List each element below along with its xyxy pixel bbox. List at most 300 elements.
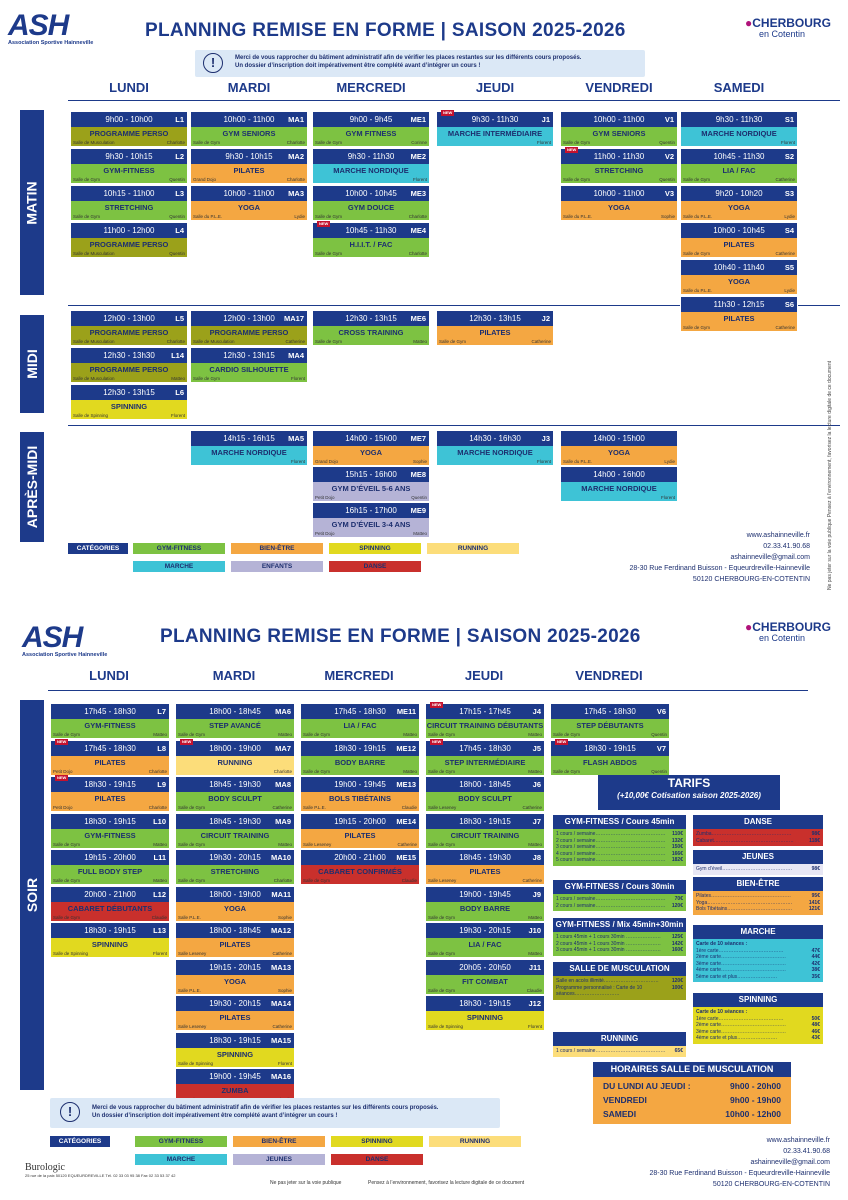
class-time-header bbox=[191, 311, 307, 326]
class-body bbox=[426, 719, 544, 738]
class-room: Salle de Spinning bbox=[53, 951, 89, 956]
class-coach: Charlotte bbox=[408, 214, 427, 219]
class-body bbox=[561, 127, 677, 146]
class-card[interactable] bbox=[425, 959, 545, 995]
class-code: ME3 bbox=[410, 189, 426, 198]
class-name: GYM FITNESS bbox=[345, 129, 397, 138]
class-name: PILATES bbox=[723, 240, 755, 249]
new-badge: NEW bbox=[319, 221, 329, 226]
class-card[interactable] bbox=[436, 111, 554, 147]
tariff-label: 3ème carte………………………………… bbox=[696, 960, 787, 967]
class-name: MARCHE NORDIQUE bbox=[701, 129, 777, 138]
class-code: L7 bbox=[157, 707, 166, 716]
class-body bbox=[191, 326, 307, 345]
class-code: MA11 bbox=[271, 889, 291, 899]
class-time: 10h45 - 11h30 bbox=[713, 152, 765, 161]
class-body bbox=[51, 865, 169, 884]
class-card[interactable] bbox=[312, 111, 430, 147]
new-badge: NEW bbox=[443, 110, 453, 115]
class-room: Salle de Gym bbox=[303, 768, 331, 774]
tariff-price: 160€ bbox=[671, 947, 683, 953]
class-card[interactable] bbox=[70, 347, 188, 383]
class-card[interactable] bbox=[175, 959, 295, 995]
legend-item: SPINNING bbox=[331, 1136, 423, 1147]
class-body bbox=[426, 756, 544, 775]
side-note: Ne pas jeter sur la voie publique Pensez à l’environnement, favorisez la lecture digitale de ce document bbox=[827, 360, 833, 590]
class-card[interactable] bbox=[680, 259, 798, 295]
notice-line1: Merci de vous rapprocher du bâtiment administratif afin de vérifier les places restantes sur les différents cours proposés. bbox=[235, 55, 582, 61]
class-time: 17h45 - 18h30 bbox=[84, 743, 136, 753]
tariff-row bbox=[693, 838, 823, 845]
class-card[interactable] bbox=[70, 148, 188, 184]
divider-soir bbox=[48, 690, 808, 691]
legend-item: BIEN-ÊTRE bbox=[231, 543, 323, 554]
new-badge: NEW bbox=[57, 775, 67, 780]
tariff-price: 47€ bbox=[811, 947, 820, 954]
day-header: JEUDI bbox=[475, 80, 515, 95]
class-coach: Matteo bbox=[528, 914, 542, 920]
class-code: J5 bbox=[532, 743, 541, 753]
class-code: ME11 bbox=[396, 707, 416, 716]
class-coach: Corinne bbox=[411, 140, 427, 145]
class-room: Salle de Gym bbox=[178, 878, 206, 883]
legend-item: DANSE bbox=[331, 1154, 423, 1165]
class-room: Salle de Spinning bbox=[428, 1024, 464, 1029]
class-coach: Matteo bbox=[153, 878, 167, 883]
class-time: 12h00 - 13h00 bbox=[223, 314, 275, 323]
class-name: GYM SENIORS bbox=[592, 129, 646, 138]
class-room: Salle de Musculation bbox=[73, 251, 115, 256]
class-name: YOGA bbox=[359, 448, 383, 457]
class-time: 12h30 - 13h15 bbox=[469, 314, 521, 323]
class-coach: Catherine bbox=[272, 951, 292, 956]
tariff-label: 1 cours / semaine…………………………………… bbox=[556, 896, 666, 902]
class-card[interactable] bbox=[425, 776, 545, 812]
tariff-sub: Carte de 10 séances : bbox=[696, 1009, 748, 1015]
tarifs-subtitle: (+10,00€ Cotisation saison 2025-2026) bbox=[617, 791, 761, 800]
class-time-header bbox=[176, 850, 294, 865]
class-name: MARCHE NORDIQUE bbox=[333, 166, 409, 175]
class-card[interactable] bbox=[175, 849, 295, 885]
logo-text: ASH bbox=[8, 9, 69, 42]
new-badge: NEW bbox=[432, 738, 442, 744]
class-card[interactable] bbox=[312, 185, 430, 221]
class-card[interactable] bbox=[190, 310, 308, 346]
class-code: ME4 bbox=[410, 226, 426, 235]
class-card[interactable] bbox=[175, 813, 295, 849]
class-coach: Quentin bbox=[659, 140, 675, 145]
class-card[interactable] bbox=[300, 813, 420, 849]
class-coach: Catherine bbox=[397, 841, 417, 847]
class-coach: Catherine bbox=[531, 339, 551, 344]
class-card[interactable] bbox=[425, 813, 545, 849]
class-body bbox=[313, 482, 429, 501]
class-card[interactable] bbox=[50, 776, 170, 812]
class-card[interactable] bbox=[680, 222, 798, 258]
horaires-row bbox=[603, 1107, 781, 1121]
class-card[interactable] bbox=[560, 111, 678, 147]
class-body bbox=[71, 127, 187, 146]
tariff-price: 70€ bbox=[674, 896, 683, 902]
class-coach: Claudie bbox=[526, 987, 542, 993]
phone: 02.33.41.90.68 bbox=[763, 543, 810, 550]
class-code: L2 bbox=[175, 152, 184, 161]
class-time: 17h45 - 18h30 bbox=[459, 743, 511, 753]
class-time-header bbox=[426, 850, 544, 865]
class-code: L1 bbox=[175, 115, 184, 124]
legend-item: SPINNING bbox=[329, 543, 421, 554]
tariff-price: 46€ bbox=[811, 1028, 820, 1035]
class-body bbox=[71, 363, 187, 382]
class-time: 10h00 - 11h00 bbox=[593, 115, 645, 124]
tariff-title: GYM-FITNESS / Cours 45min bbox=[553, 815, 686, 829]
tariff-jeunes bbox=[693, 850, 823, 875]
class-name: YOGA bbox=[607, 448, 631, 457]
class-name: STRETCHING bbox=[104, 203, 154, 212]
class-room: Salle de Gym bbox=[53, 914, 81, 920]
class-name: GYM D’ÉVEIL 5-6 ANS bbox=[331, 484, 411, 493]
class-name: PILATES bbox=[94, 794, 126, 803]
tariff-body bbox=[553, 976, 686, 1000]
class-coach: Catherine bbox=[775, 177, 795, 182]
class-time-header bbox=[313, 311, 429, 326]
class-card[interactable] bbox=[312, 222, 430, 258]
class-card[interactable] bbox=[70, 222, 188, 258]
class-name: MARCHE INTERMÉDIAIRE bbox=[447, 129, 543, 138]
tariff-label: 1 cours / semaine…………………………………… bbox=[556, 1048, 666, 1054]
class-time: 12h00 - 13h00 bbox=[103, 314, 155, 323]
class-card[interactable] bbox=[560, 466, 678, 502]
class-coach: Matteo bbox=[403, 768, 417, 774]
class-time: 18h00 - 19h00 bbox=[209, 743, 261, 753]
class-body bbox=[437, 326, 553, 345]
class-card[interactable] bbox=[190, 430, 308, 466]
class-card[interactable] bbox=[436, 430, 554, 466]
tariff-gymmix bbox=[553, 918, 686, 956]
class-card[interactable] bbox=[560, 185, 678, 221]
class-code: ME2 bbox=[410, 152, 426, 161]
class-coach: Sophie bbox=[412, 459, 427, 464]
class-room: Salle du P.L.E. bbox=[563, 214, 593, 219]
class-time-header bbox=[51, 738, 169, 756]
class-name: PILATES bbox=[94, 757, 126, 767]
class-card[interactable] bbox=[175, 703, 295, 739]
tariff-price: 48€ bbox=[811, 1022, 820, 1028]
class-card[interactable] bbox=[70, 111, 188, 147]
class-body bbox=[681, 275, 797, 294]
tariff-row bbox=[693, 974, 823, 981]
class-name: CABARET CONFIRMÉS bbox=[318, 867, 402, 876]
class-card[interactable] bbox=[425, 886, 545, 922]
class-name: SPINNING bbox=[216, 1049, 254, 1059]
class-time-header bbox=[426, 887, 544, 902]
class-card[interactable] bbox=[312, 310, 430, 346]
tariff-label: 1 cours / semaine…………………………………… bbox=[556, 831, 666, 837]
class-card[interactable] bbox=[175, 995, 295, 1031]
class-card[interactable] bbox=[300, 703, 420, 739]
logo-subtitle: Association Sportive Hainneville bbox=[8, 40, 94, 46]
legend-item: DANSE bbox=[329, 561, 421, 572]
class-card[interactable] bbox=[50, 886, 170, 922]
section-matin: MATIN bbox=[20, 110, 44, 295]
class-card[interactable] bbox=[425, 995, 545, 1031]
class-time: 9h30 - 10h15 bbox=[225, 152, 273, 161]
class-card[interactable] bbox=[425, 703, 545, 739]
class-coach: Matteo bbox=[153, 841, 167, 847]
class-room: Salle de Gym bbox=[428, 987, 456, 993]
email[interactable]: ashainneville@gmail.com bbox=[730, 554, 810, 561]
class-time-header bbox=[191, 186, 307, 201]
class-name: SPINNING bbox=[466, 1013, 504, 1022]
class-coach: Charlotte bbox=[286, 140, 305, 145]
class-time: 18h30 - 19h15 bbox=[334, 743, 386, 753]
class-body bbox=[681, 201, 797, 220]
class-room: Salle de Musculation bbox=[193, 339, 235, 344]
class-room: Salle de Musculation bbox=[73, 140, 115, 145]
class-card[interactable] bbox=[550, 703, 670, 739]
class-coach: Catherine bbox=[522, 805, 542, 810]
class-card[interactable] bbox=[190, 148, 308, 184]
class-code: V1 bbox=[664, 115, 674, 124]
class-time: 18h00 - 19h00 bbox=[209, 889, 261, 899]
class-card[interactable] bbox=[312, 502, 430, 538]
class-card[interactable] bbox=[50, 922, 170, 958]
class-body bbox=[71, 164, 187, 183]
tariff-price: 150€ bbox=[671, 844, 683, 850]
tariff-body bbox=[553, 932, 686, 956]
tariff-gym45 bbox=[553, 815, 686, 866]
class-card[interactable] bbox=[436, 310, 554, 346]
class-card[interactable] bbox=[175, 922, 295, 958]
class-body bbox=[681, 164, 797, 183]
class-coach: Catherine bbox=[522, 878, 542, 883]
class-card[interactable] bbox=[50, 740, 170, 776]
class-code: J7 bbox=[532, 816, 541, 826]
class-card[interactable] bbox=[300, 740, 420, 776]
class-card[interactable] bbox=[300, 849, 420, 885]
horaires-rows bbox=[593, 1077, 791, 1124]
class-card[interactable] bbox=[175, 740, 295, 776]
class-card[interactable] bbox=[175, 776, 295, 812]
class-coach: Charlotte bbox=[148, 805, 167, 810]
class-time: 17h45 - 18h30 bbox=[584, 707, 636, 716]
class-card[interactable] bbox=[312, 430, 430, 466]
class-time-header bbox=[301, 850, 419, 865]
day-header: VENDREDI bbox=[585, 80, 653, 95]
class-name: PROGRAMME PERSO bbox=[89, 240, 169, 249]
class-name: PILATES bbox=[219, 940, 251, 949]
class-coach: Sophie bbox=[277, 987, 292, 993]
tariff-title: BIEN-ÊTRE bbox=[693, 877, 823, 891]
footer-note1: Ne pas jeter sur la voie publique bbox=[270, 1180, 342, 1186]
class-card[interactable] bbox=[70, 384, 188, 420]
class-card[interactable] bbox=[680, 296, 798, 332]
class-code: MA6 bbox=[275, 707, 291, 716]
class-card[interactable] bbox=[425, 849, 545, 885]
class-time: 10h00 - 11h00 bbox=[593, 189, 645, 198]
tariff-row bbox=[693, 1035, 823, 1042]
class-coach: Matteo bbox=[153, 732, 167, 737]
class-coach: Claudie bbox=[401, 805, 417, 810]
class-coach: Catherine bbox=[285, 339, 305, 344]
class-card[interactable] bbox=[560, 148, 678, 184]
class-time-header bbox=[561, 467, 677, 482]
class-room: Salle de Gym bbox=[428, 951, 456, 956]
class-time-header bbox=[176, 777, 294, 792]
class-time-header bbox=[176, 1069, 294, 1084]
legend-item: MARCHE bbox=[135, 1154, 227, 1165]
class-card[interactable] bbox=[70, 185, 188, 221]
class-code: MA2 bbox=[288, 152, 304, 161]
class-body bbox=[561, 446, 677, 465]
class-body bbox=[561, 482, 677, 501]
class-card[interactable] bbox=[680, 185, 798, 221]
class-time-header bbox=[681, 260, 797, 275]
class-card[interactable] bbox=[50, 813, 170, 849]
class-coach: Matteo bbox=[528, 841, 542, 847]
class-time: 10h00 - 10h45 bbox=[345, 189, 397, 198]
class-time: 18h30 - 19h15 bbox=[459, 999, 511, 1008]
website[interactable]: www.ashainneville.fr bbox=[746, 532, 810, 539]
section-aprem: APRÈS-MIDI bbox=[20, 432, 44, 542]
class-body bbox=[51, 938, 169, 957]
class-card[interactable] bbox=[550, 740, 670, 776]
class-body bbox=[176, 719, 294, 738]
class-card[interactable] bbox=[425, 740, 545, 776]
alert-icon-bottom: ! bbox=[60, 1102, 80, 1122]
email-bottom[interactable]: ashainneville@gmail.com bbox=[750, 1159, 830, 1166]
class-body bbox=[426, 902, 544, 921]
class-room: Grand Dojo bbox=[193, 177, 217, 182]
class-card[interactable] bbox=[175, 886, 295, 922]
class-time-header bbox=[313, 223, 429, 238]
page-title: PLANNING REMISE EN FORME | SAISON 2025-2026 bbox=[145, 20, 626, 41]
class-time-header bbox=[301, 814, 419, 829]
class-room: Salle de Gym bbox=[683, 177, 711, 182]
class-name: GYM-FITNESS bbox=[103, 166, 155, 175]
tariff-row bbox=[553, 985, 686, 998]
class-code: ME8 bbox=[410, 470, 426, 479]
tariff-title: DANSE bbox=[693, 815, 823, 829]
class-body bbox=[561, 201, 677, 220]
notice-line2: Un dossier d’inscription doit impérativement être complété avant d’intégrer un cours ! bbox=[235, 63, 481, 69]
class-body bbox=[426, 938, 544, 957]
class-body bbox=[51, 719, 169, 738]
class-time-header bbox=[176, 704, 294, 719]
class-coach: Lydie bbox=[784, 288, 795, 293]
legend-item: GYM-FITNESS bbox=[135, 1136, 227, 1147]
tariff-price: 132€ bbox=[671, 837, 683, 844]
class-room: Salle du P.L.E. bbox=[683, 288, 713, 293]
class-name: CARDIO SILHOUETTE bbox=[209, 365, 289, 374]
divider-matin bbox=[68, 100, 840, 101]
class-room: Salle de Gym bbox=[315, 251, 343, 256]
class-time: 19h30 - 20h15 bbox=[459, 926, 511, 935]
class-name: BODY BARRE bbox=[459, 903, 511, 913]
class-coach: Matteo bbox=[528, 732, 542, 737]
class-time-header bbox=[313, 431, 429, 446]
class-coach: Florent bbox=[536, 459, 551, 464]
class-time: 10h00 - 11h00 bbox=[223, 189, 275, 198]
class-coach: Matteo bbox=[403, 732, 417, 737]
class-coach: Quentin bbox=[651, 732, 667, 737]
alert-icon: ! bbox=[203, 53, 223, 73]
class-name: PROGRAMME PERSO bbox=[89, 328, 169, 337]
class-time: 10h15 - 11h00 bbox=[103, 189, 155, 198]
tariff-body bbox=[693, 864, 823, 875]
class-body bbox=[426, 829, 544, 848]
class-time-header bbox=[71, 385, 187, 400]
class-card[interactable] bbox=[190, 111, 308, 147]
class-room: Salle de Gym bbox=[178, 805, 206, 810]
class-time-header bbox=[191, 431, 307, 446]
class-time-header bbox=[191, 348, 307, 363]
tariff-label: Cabaret………………………………………… bbox=[696, 837, 794, 844]
class-card[interactable] bbox=[190, 347, 308, 383]
class-time: 9h20 - 10h20 bbox=[715, 189, 763, 198]
class-code: J3 bbox=[541, 434, 550, 443]
horaires-time: 9h00 - 20h00 bbox=[729, 1081, 781, 1091]
class-name: GYM DOUCE bbox=[347, 203, 395, 212]
class-card[interactable] bbox=[50, 703, 170, 739]
class-room: Salle de Gym bbox=[178, 732, 206, 737]
class-card[interactable] bbox=[50, 849, 170, 885]
class-coach: Charlotte bbox=[148, 768, 167, 774]
class-name: RUNNING bbox=[217, 757, 253, 767]
class-card[interactable] bbox=[70, 310, 188, 346]
class-card[interactable] bbox=[312, 148, 430, 184]
class-time: 9h30 - 11h30 bbox=[715, 115, 763, 124]
class-room: Salle de Gym bbox=[303, 732, 331, 737]
horaires-title: HORAIRES SALLE DE MUSCULATION bbox=[593, 1062, 791, 1077]
class-card[interactable] bbox=[175, 1032, 295, 1068]
class-body bbox=[551, 756, 669, 775]
class-card[interactable] bbox=[680, 111, 798, 147]
class-coach: Charlotte bbox=[273, 768, 292, 774]
class-card[interactable] bbox=[190, 185, 308, 221]
class-code: J4 bbox=[532, 707, 541, 716]
class-card[interactable] bbox=[312, 466, 430, 502]
tariff-row bbox=[553, 947, 686, 954]
class-name: GYM D’ÉVEIL 3-4 ANS bbox=[331, 520, 411, 529]
class-coach: Florent bbox=[527, 1024, 542, 1029]
tariff-label: 1 cours 45min + 1 cours 30min ………………… bbox=[556, 934, 661, 940]
class-code: ME14 bbox=[396, 816, 416, 826]
class-body bbox=[191, 363, 307, 382]
website-bottom[interactable]: www.ashainneville.fr bbox=[766, 1137, 830, 1144]
class-time: 9h00 - 9h45 bbox=[349, 115, 393, 124]
class-name: BODY SCULPT bbox=[208, 794, 262, 803]
class-time: 9h00 - 10h00 bbox=[105, 115, 153, 124]
class-name: GYM-FITNESS bbox=[84, 830, 136, 840]
city-logo-line2: en Cotentin bbox=[759, 29, 806, 39]
class-time-header bbox=[313, 186, 429, 201]
tariff-label: Yoga…………………………………………… bbox=[696, 899, 793, 906]
class-card[interactable] bbox=[560, 430, 678, 466]
class-time-header bbox=[51, 923, 169, 938]
tariff-price: 141€ bbox=[808, 899, 820, 906]
tariff-price: 120€ bbox=[671, 978, 683, 984]
class-time-header bbox=[313, 503, 429, 518]
tariff-spinning bbox=[693, 993, 823, 1044]
class-card[interactable] bbox=[425, 922, 545, 958]
legend-label-bottom: CATÉGORIES bbox=[50, 1136, 110, 1147]
class-card[interactable] bbox=[680, 148, 798, 184]
day-header: VENDREDI bbox=[575, 668, 643, 683]
class-name: YOGA bbox=[223, 903, 247, 913]
class-card[interactable] bbox=[300, 776, 420, 812]
class-coach: Matteo bbox=[171, 376, 185, 381]
